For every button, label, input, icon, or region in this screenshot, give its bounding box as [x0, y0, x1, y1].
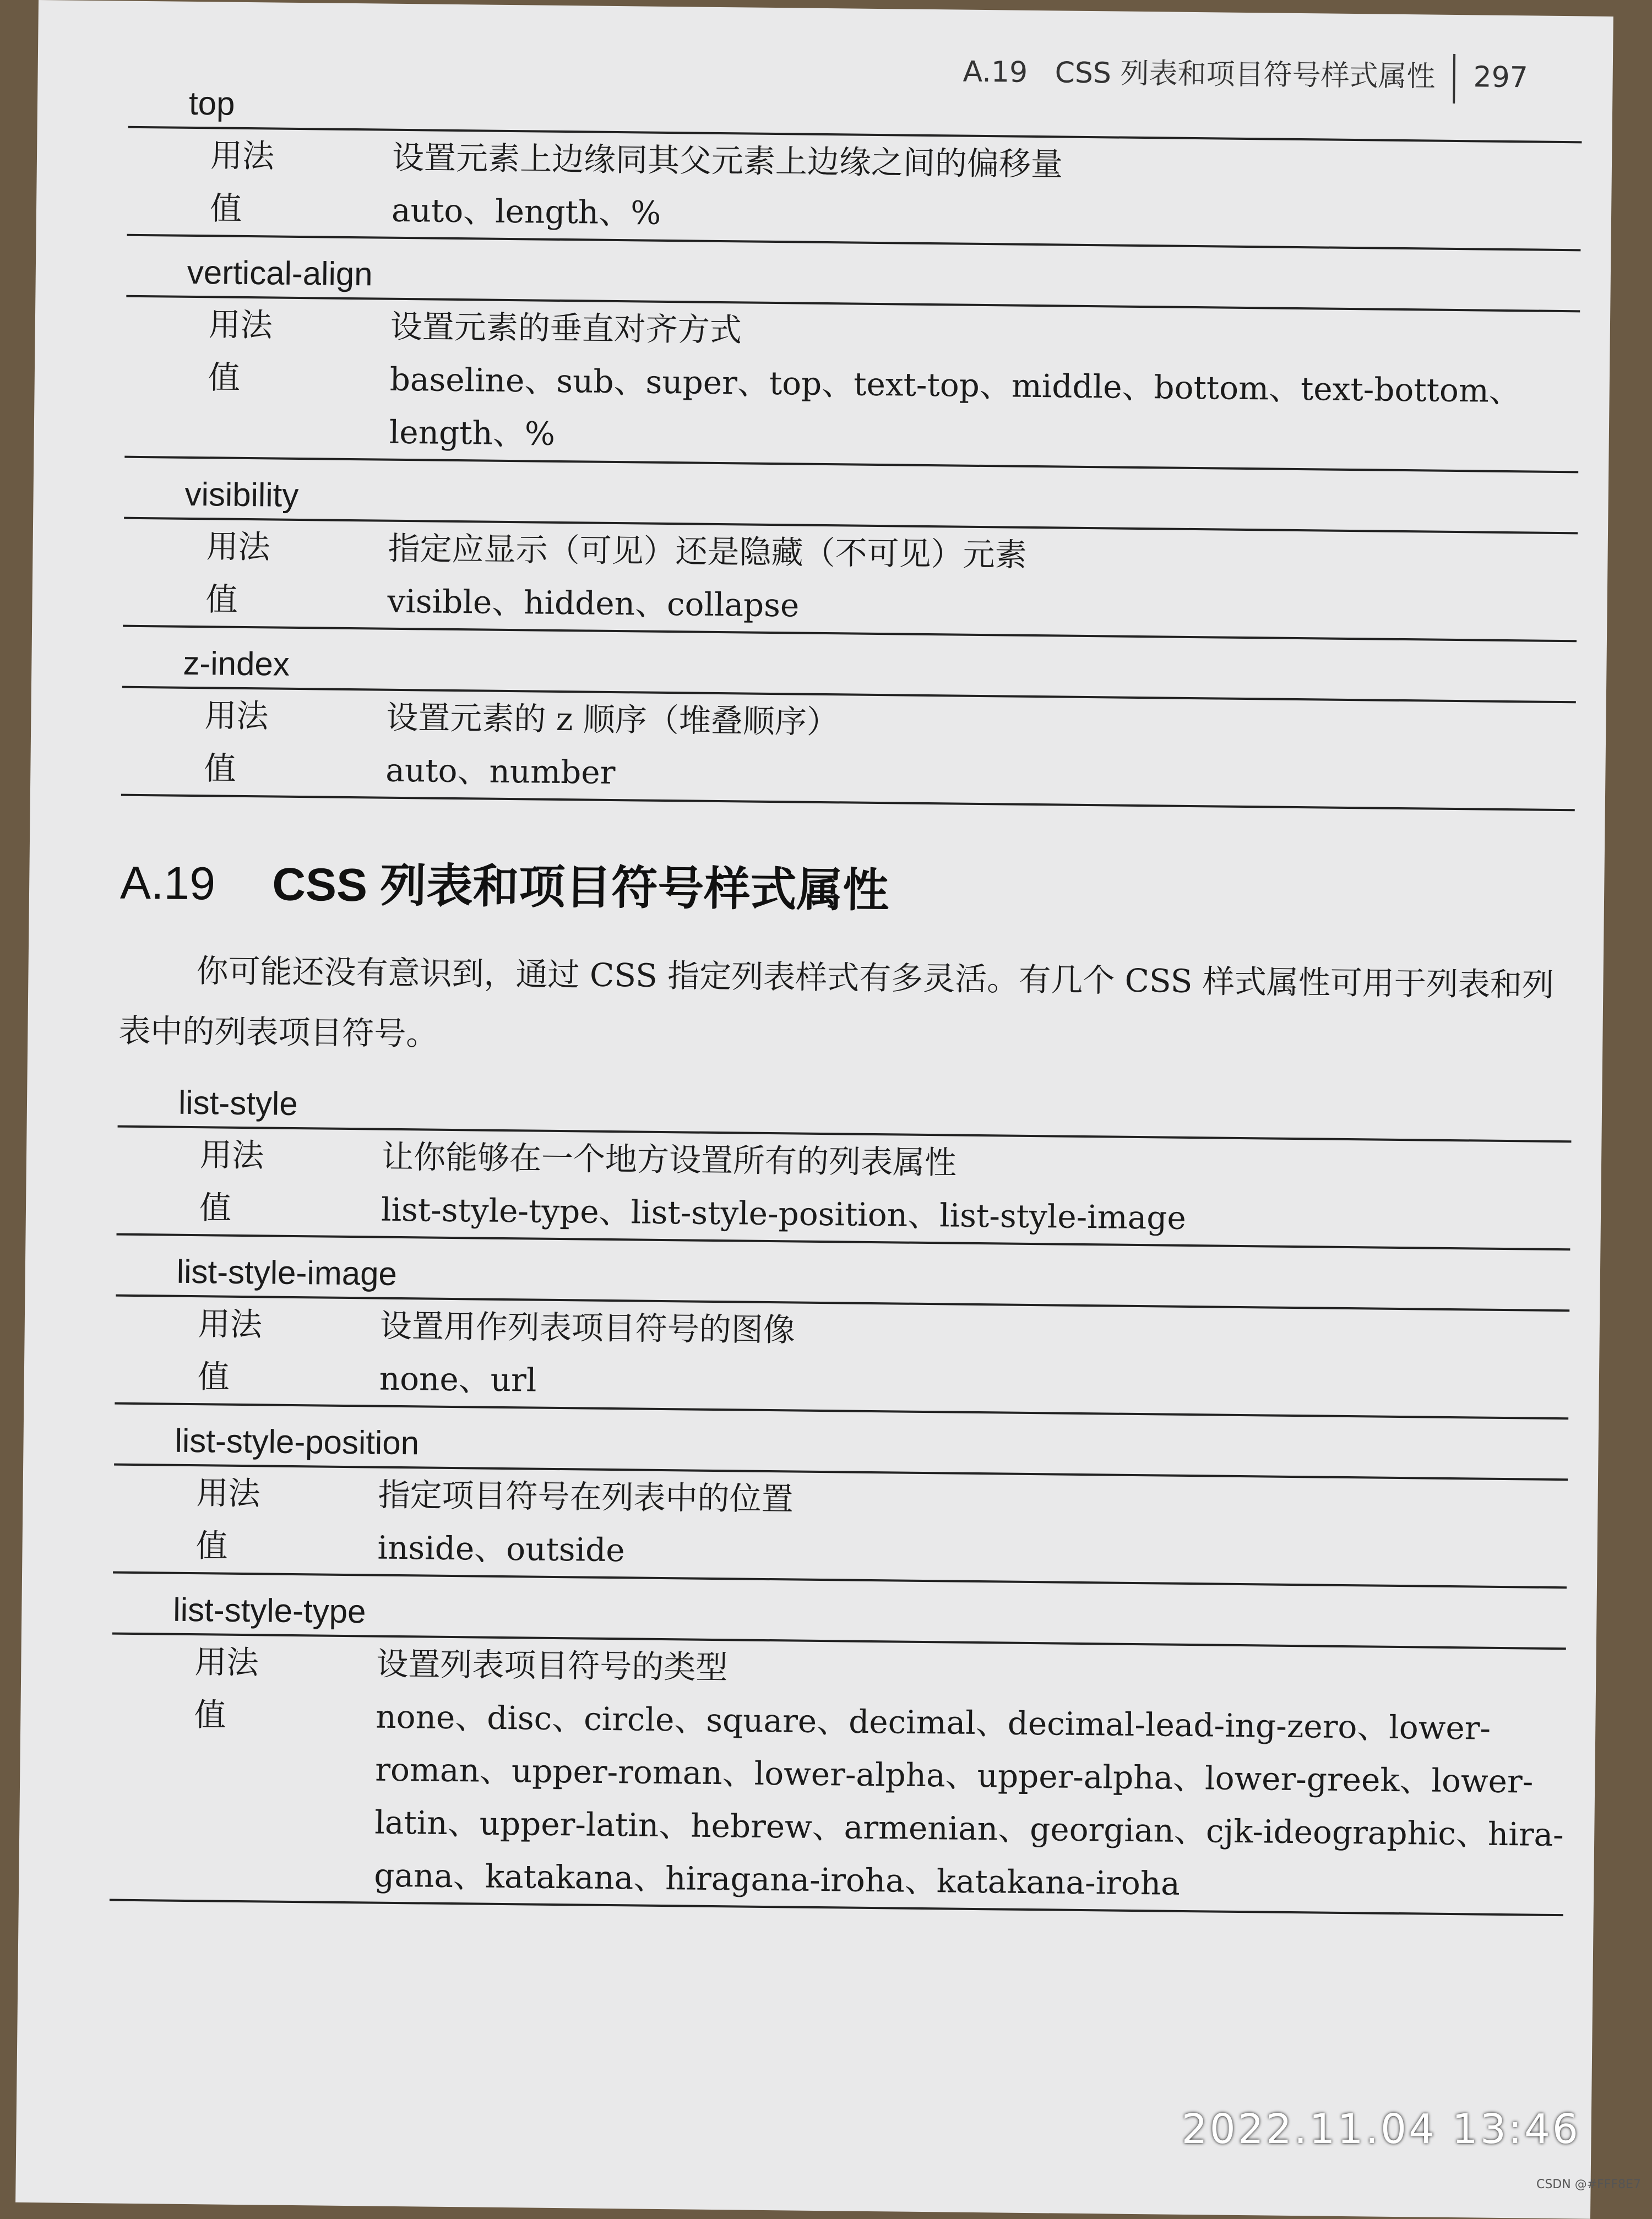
property-entry: [115, 1252, 1570, 1420]
property-entry: [121, 644, 1577, 812]
value-text: none、url: [379, 1359, 537, 1399]
usage-label: 用法: [206, 527, 270, 566]
book-page: [15, 0, 1613, 2219]
section-title: CSS 列表和项目符号样式属性: [271, 858, 889, 917]
property-entry: [127, 84, 1583, 252]
value-label: 值: [195, 1527, 228, 1565]
value-text: list-style-type、list-style-position、list-style-image: [381, 1190, 1187, 1237]
value-label: 值: [208, 358, 241, 396]
watermark: CSDN @#FFF8E7: [1536, 2178, 1641, 2191]
section-number: A.19: [119, 856, 216, 910]
usage-text: 让你能够在一个地方设置所有的列表属性: [381, 1138, 957, 1182]
value-label: 值: [194, 1696, 226, 1734]
property-entry: [124, 253, 1580, 474]
value-text: visible、hidden、collapse: [387, 582, 800, 624]
property-entry: [123, 475, 1578, 643]
property-name: vertical-align: [187, 253, 373, 293]
property-entry: [117, 1083, 1572, 1251]
usage-text: 设置元素的垂直对齐方式: [390, 307, 742, 349]
header-separator: [1453, 54, 1456, 104]
property-name: list-style: [178, 1084, 298, 1123]
value-row: [110, 1688, 1566, 1915]
value-label: 值: [199, 1189, 232, 1227]
property-entry: [113, 1421, 1568, 1589]
usage-label: 用法: [194, 1643, 259, 1682]
photo-timestamp: 2022.11.04 13:46: [1181, 2106, 1580, 2153]
property-name: visibility: [184, 475, 299, 514]
value-label: 值: [197, 1358, 230, 1396]
value-text: none、disc、circle、square、decimal、decimal-lead-ing-zero、lower-roman、upper-roman、lower-alpha、upper-alpha、lower-greek、lower-latin、upper-latin、hebrew、armenian、georgian、cjk-ideographic、hira-gana、katakana、hiragana-iroha、katakana-iroha: [374, 1698, 1564, 1902]
usage-text: 指定项目符号在列表中的位置: [378, 1476, 794, 1518]
property-name: list-style-type: [173, 1591, 366, 1630]
value-text: auto、length、%: [391, 191, 661, 232]
property-name: list-style-image: [176, 1253, 398, 1292]
usage-text: 指定应显示（可见）还是隐藏（不可见）元素: [388, 529, 1027, 574]
value-label: 值: [205, 580, 238, 618]
value-label: 值: [204, 749, 236, 787]
property-entry: [110, 1590, 1567, 1917]
usage-label: 用法: [204, 697, 269, 735]
value-text: auto、number: [385, 751, 616, 792]
value-text: inside、outside: [377, 1529, 625, 1569]
value-label: 值: [209, 189, 242, 227]
usage-text: 设置元素的 z 顺序（堆叠顺序）: [386, 698, 839, 741]
usage-label: 用法: [210, 137, 275, 175]
property-list-lists: [110, 1083, 1572, 1917]
usage-text: 设置用作列表项目符号的图像: [379, 1307, 796, 1349]
value-text: baseline、sub、super、top、text-top、middle、bottom、text-bottom、length、%: [389, 360, 1521, 453]
property-name: top: [188, 84, 235, 122]
usage-label: 用法: [198, 1305, 263, 1344]
usage-label: 用法: [196, 1474, 260, 1513]
header-title: CSS 列表和项目符号样式属性: [1055, 56, 1436, 94]
usage-text: 设置列表项目符号的类型: [376, 1645, 728, 1687]
property-name: z-index: [183, 644, 290, 683]
header-section-number: A.19: [963, 55, 1028, 89]
usage-label: 用法: [199, 1136, 264, 1174]
property-name: list-style-position: [175, 1422, 420, 1462]
value-row: [124, 350, 1579, 471]
usage-text: 设置元素上边缘同其父元素上边缘之间的偏移量: [392, 138, 1063, 183]
page-content: [110, 84, 1583, 1933]
page-number: 297: [1473, 61, 1529, 95]
section-heading: [120, 846, 1574, 928]
property-list-top: [121, 84, 1582, 812]
usage-label: 用法: [208, 306, 273, 344]
section-intro: 你可能还没有意识到，通过 CSS 指定列表样式有多灵活。有几个 CSS 样式属性可用于列表和列表中的列表项目符号。: [118, 952, 1555, 1053]
